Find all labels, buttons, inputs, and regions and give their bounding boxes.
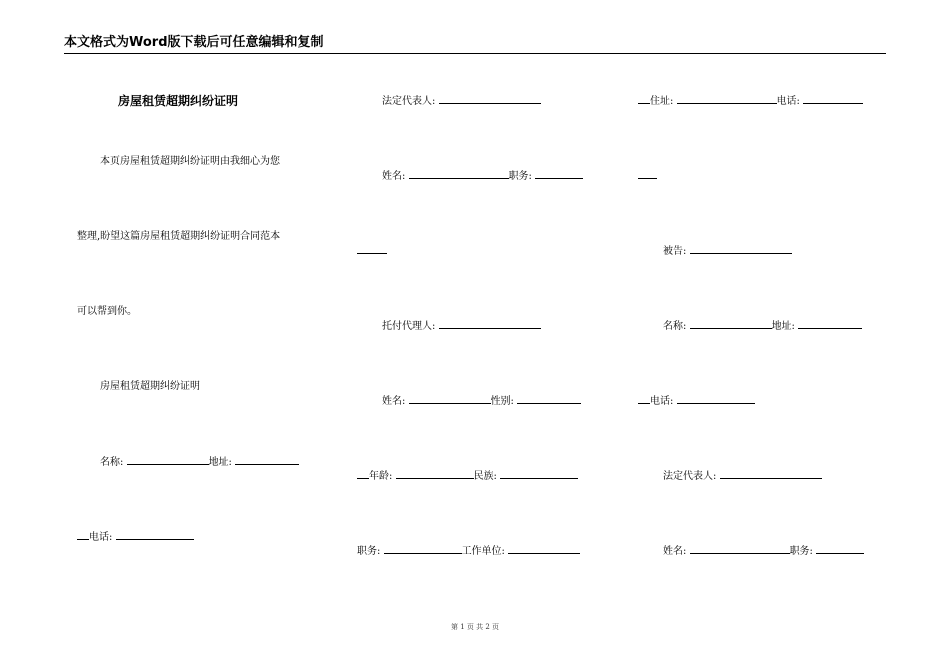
page-header: 本文格式为Word版下载后可任意编辑和复制	[64, 34, 886, 54]
trailing-blank-line	[638, 169, 657, 183]
name-blank	[690, 319, 772, 329]
position-workplace-line	[357, 544, 580, 558]
position-blank	[535, 169, 583, 179]
trailing-blank-line	[357, 244, 387, 258]
age-label: 年龄:	[369, 471, 393, 482]
blank	[357, 469, 369, 479]
position-label: 职务:	[357, 546, 381, 557]
phone-label: 电话:	[89, 532, 113, 543]
position-label: 职务:	[508, 171, 532, 182]
plaintiff-name-address-line	[100, 455, 299, 469]
position-blank	[384, 544, 462, 554]
person-name-blank	[409, 394, 491, 404]
agent-label: 托付代理人:	[382, 321, 436, 332]
gender-label: 性别:	[490, 396, 514, 407]
agent-blank	[439, 319, 541, 329]
name-blank	[127, 455, 209, 465]
intro-line-2: 整理,盼望这篇房屋租赁超期纠纷证明合同范本	[77, 231, 281, 242]
workplace-label: 工作单位:	[461, 546, 505, 557]
defendant-line	[663, 244, 792, 258]
defendant-phone-line	[638, 394, 755, 408]
residence-blank	[677, 94, 777, 104]
phone-blank	[677, 394, 755, 404]
workplace-blank	[508, 544, 580, 554]
name-label: 名称:	[100, 457, 124, 468]
plaintiff-phone-line	[77, 530, 194, 544]
age-blank	[396, 469, 474, 479]
agent-name-gender-line	[382, 394, 581, 408]
blank	[638, 169, 657, 179]
legal-rep-label: 法定代表人:	[663, 471, 717, 482]
position-label: 职务:	[789, 546, 813, 557]
person-name-label: 姓名:	[382, 396, 406, 407]
blank	[357, 244, 387, 254]
phone-blank	[803, 94, 863, 104]
agent-line	[382, 319, 541, 333]
ethnicity-blank	[500, 469, 578, 479]
residence-label: 住址:	[650, 96, 674, 107]
defendant-name-position-line	[663, 544, 864, 558]
position-blank	[816, 544, 864, 554]
defendant-label: 被告:	[663, 246, 687, 257]
phone-label: 电话:	[650, 396, 674, 407]
address-label: 地址:	[208, 457, 232, 468]
address-blank	[798, 319, 862, 329]
legal-rep-label: 法定代表人:	[382, 96, 436, 107]
address-blank	[235, 455, 299, 465]
subtitle: 房屋租赁超期纠纷证明	[100, 381, 200, 392]
age-ethnicity-line	[357, 469, 578, 483]
gender-blank	[517, 394, 581, 404]
intro-line-1: 本页房屋租赁超期纠纷证明由我细心为您	[100, 156, 280, 167]
document-title: 房屋租赁超期纠纷证明	[118, 94, 239, 108]
person-name-position-line	[382, 169, 583, 183]
intro-line-3: 可以帮到你。	[77, 306, 137, 317]
defendant-blank	[690, 244, 792, 254]
residence-phone-line	[638, 94, 863, 108]
page-number: 第 1 页 共 2 页	[450, 623, 500, 631]
legal-rep-blank	[439, 94, 541, 104]
person-name-label: 姓名:	[382, 171, 406, 182]
blank	[638, 394, 650, 404]
legal-rep-blank	[720, 469, 822, 479]
name-label: 名称:	[663, 321, 687, 332]
person-name-blank	[409, 169, 509, 179]
person-name-blank	[690, 544, 790, 554]
phone-label: 电话:	[776, 96, 800, 107]
ethnicity-label: 民族:	[473, 471, 497, 482]
address-label: 地址:	[771, 321, 795, 332]
defendant-name-address-line	[663, 319, 862, 333]
phone-blank	[116, 530, 194, 540]
person-name-label: 姓名:	[663, 546, 687, 557]
defendant-legal-rep-line	[663, 469, 822, 483]
blank	[77, 530, 89, 540]
legal-rep-line	[382, 94, 541, 108]
blank	[638, 94, 650, 104]
